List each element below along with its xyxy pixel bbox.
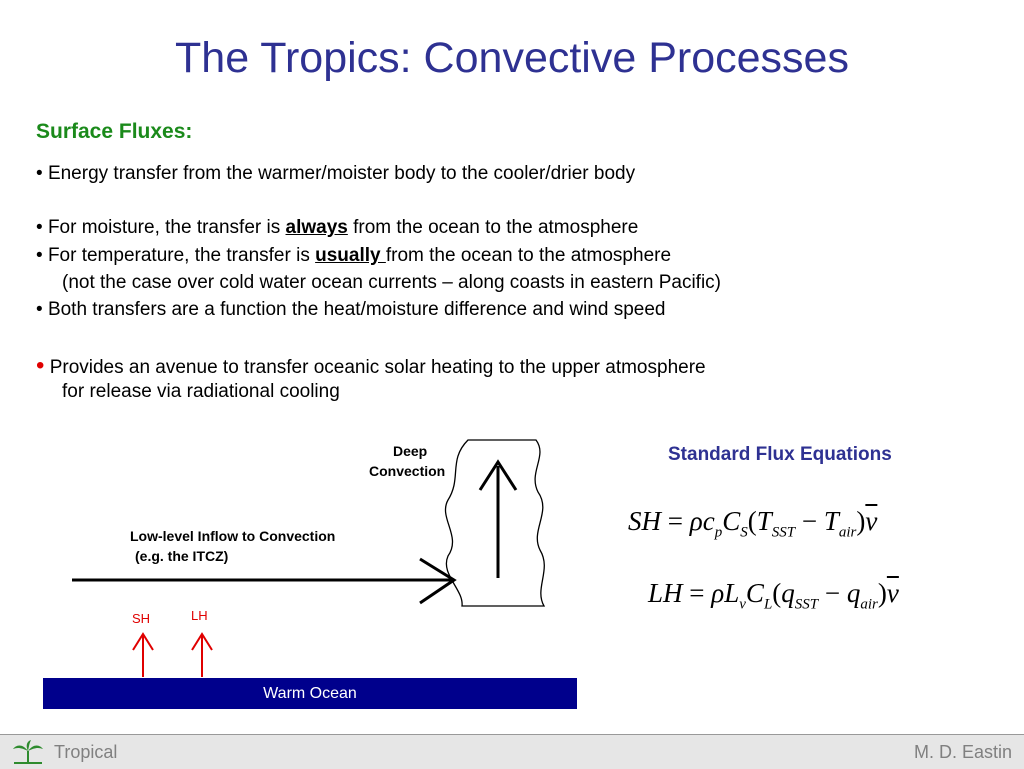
emphasis-usually: usually xyxy=(315,245,386,266)
footer-author-label: M. D. Eastin xyxy=(913,742,1012,762)
inflow-label-line2: (e.g. the ITCZ) xyxy=(135,548,229,564)
slide-title: The Tropics: Convective Processes xyxy=(175,34,849,82)
bullet-text: Both transfers are a function the heat/moisture difference and wind speed xyxy=(47,299,666,320)
bullet-mark: • xyxy=(36,217,43,238)
lh-equation: LH = $\rho L_vC_L(q_{SST} - q_{air})\overline{v}$ xyxy=(648,578,899,613)
bullet-text: Energy transfer from the warmer/moister body to the cooler/drier body xyxy=(47,163,636,184)
equations-title: Standard Flux Equations xyxy=(668,444,892,465)
bullet-5-continuation: for release via radiational cooling xyxy=(62,381,340,402)
sh-equation: SH = $\rho c_pC_S(T_{SST} - T_{air})\overline{v}$ xyxy=(628,506,878,541)
palm-logo-icon xyxy=(10,739,46,765)
bullet-mark: • xyxy=(36,299,43,320)
section-heading: Surface Fluxes: xyxy=(36,120,193,143)
deep-label-line2: Convection xyxy=(369,463,446,479)
footer-course-label: Tropical xyxy=(54,742,118,762)
warm-ocean-band xyxy=(43,678,577,709)
bullet-mark: • xyxy=(36,163,43,184)
bullet-text: For moisture, the transfer is xyxy=(47,217,286,238)
bullet-text: from the ocean to the atmosphere xyxy=(347,217,639,238)
bullet-mark: • xyxy=(36,245,43,266)
deep-label-line1: Deep xyxy=(393,443,428,459)
bullet-text: For temperature, the transfer is xyxy=(47,245,316,266)
emphasis-always: always xyxy=(285,217,348,238)
inflow-label-line1: Low-level Inflow to Convection xyxy=(130,528,336,544)
footer-bar xyxy=(0,734,1024,769)
bullet-text: from the ocean to the atmosphere xyxy=(385,245,672,266)
bullet-text: Provides an avenue to transfer oceanic solar heating to the upper atmosphere xyxy=(49,357,706,378)
bullet-3-continuation: (not the case over cold water ocean currents – along coasts in eastern Pacific) xyxy=(62,272,722,293)
bullet-mark-red: • xyxy=(36,352,45,379)
ocean-label: Warm Ocean xyxy=(263,685,357,702)
lh-label: LH xyxy=(191,608,208,623)
sh-label: SH xyxy=(132,611,151,626)
